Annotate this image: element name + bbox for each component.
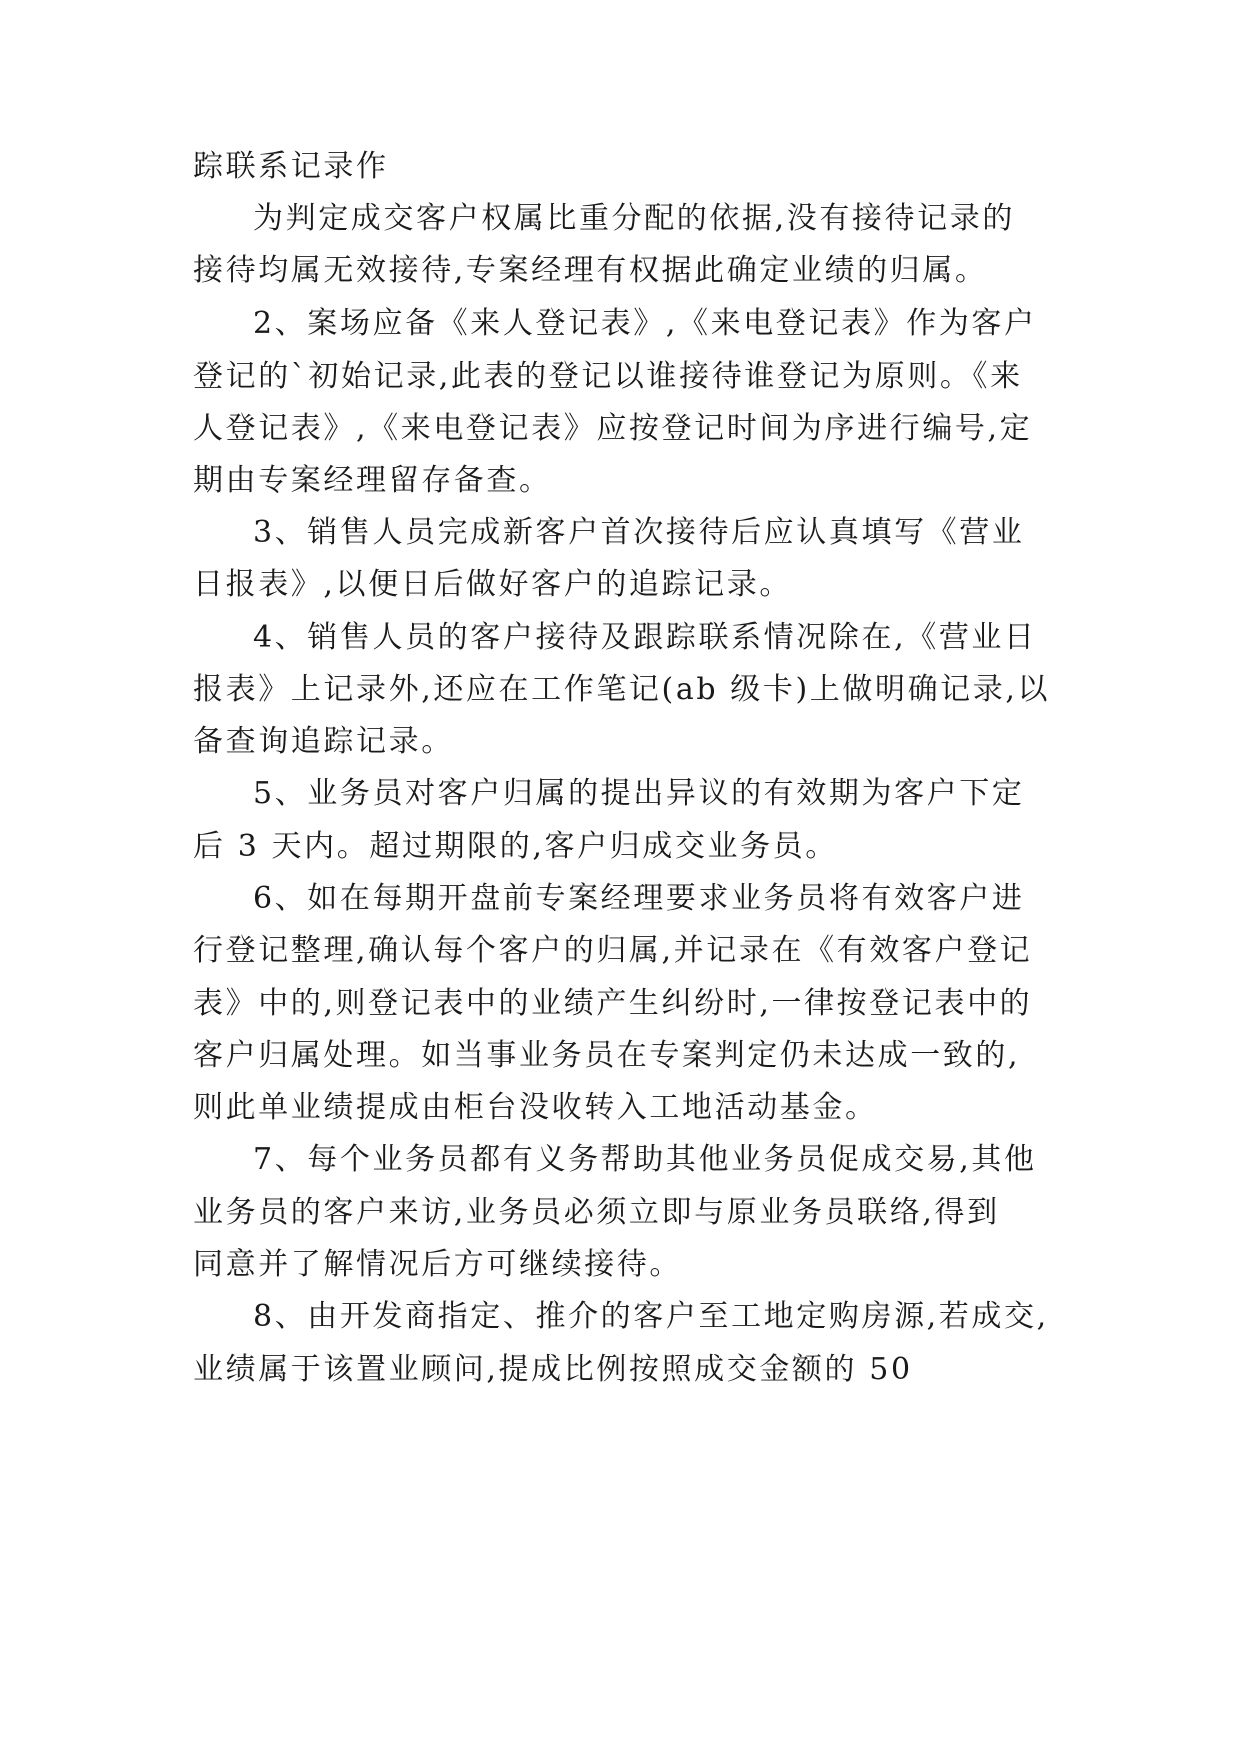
text-line: 报表》上记录外,还应在工作笔记(ab 级卡)上做明确记录,以 [193, 672, 1051, 707]
text-line: 则此单业绩提成由柜台没收转入工地活动基金。 [193, 1090, 878, 1125]
text-line: 行登记整理,确认每个客户的归属,并记录在《有效客户登记 [193, 933, 1033, 968]
text-line: 3、销售人员完成新客户首次接待后应认真填写《营业 [253, 515, 1025, 550]
text-line: 踪联系记录作 [193, 149, 389, 184]
text-line: 业务员的客户来访,业务员必须立即与原业务员联络,得到 [193, 1195, 1000, 1230]
text-line: 接待均属无效接待,专案经理有权据此确定业绩的归属。 [193, 253, 988, 288]
text-line: 为判定成交客户权属比重分配的依据,没有接待记录的 [253, 201, 1015, 236]
text-line: 表》中的,则登记表中的业绩产生纠纷时,一律按登记表中的 [193, 986, 1033, 1021]
text-line: 6、如在每期开盘前专案经理要求业务员将有效客户进 [253, 881, 1025, 916]
text-line: 业绩属于该置业顾问,提成比例按照成交金额的 50 [193, 1352, 913, 1387]
text-line: 期由专案经理留存备查。 [193, 463, 552, 498]
text-line: 7、每个业务员都有义务帮助其他业务员促成交易,其他 [253, 1142, 1037, 1177]
text-line: 后 3 天内。超过期限的,客户归成交业务员。 [193, 829, 838, 864]
text-line: 人登记表》,《来电登记表》应按登记时间为序进行编号,定 [193, 411, 1033, 446]
text-line: 8、由开发商指定、推介的客户至工地定购房源,若成交, [253, 1299, 1049, 1334]
text-line: 客户归属处理。如当事业务员在专案判定仍未达成一致的, [193, 1038, 1021, 1073]
text-line: 备查询追踪记录。 [193, 724, 454, 759]
text-line: 4、销售人员的客户接待及跟踪联系情况除在,《营业日 [253, 620, 1037, 655]
text-line: 2、案场应备《来人登记表》,《来电登记表》作为客户 [253, 306, 1037, 341]
text-line: 登记的`初始记录,此表的登记以谁接待谁登记为原则。《来 [193, 359, 1023, 394]
text-line: 5、业务员对客户归属的提出异议的有效期为客户下定 [253, 776, 1025, 811]
text-line: 日报表》,以便日后做好客户的追踪记录。 [193, 567, 792, 602]
text-line: 同意并了解情况后方可继续接待。 [193, 1247, 682, 1282]
